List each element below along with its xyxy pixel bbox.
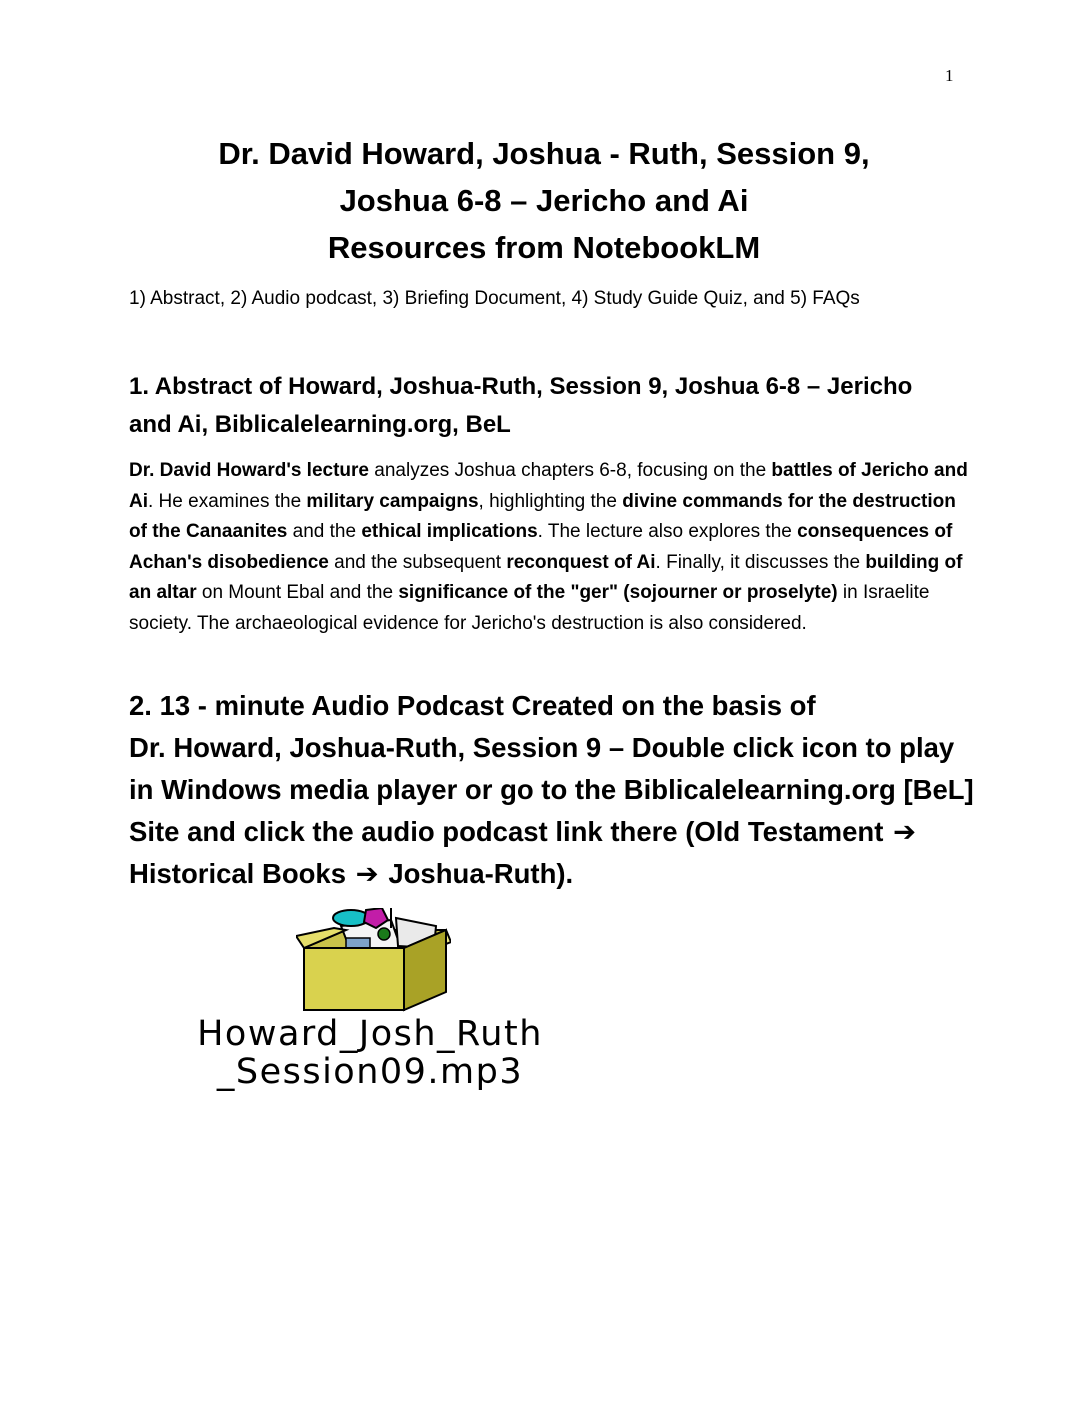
- attachment-filename[interactable]: [100, 1015, 640, 1091]
- abstract-bold: Dr. David Howard's lecture: [129, 460, 369, 481]
- abstract-bold: ethical implications: [361, 521, 538, 542]
- abstract-bold: reconquest of Ai: [506, 551, 656, 573]
- title-line-3: Resources from NotebookLM: [327, 230, 761, 265]
- abstract-bold: battles of Jericho and Ai: [129, 460, 968, 512]
- section-2-joshua-ruth: Joshua-Ruth).: [388, 858, 574, 889]
- right-arrow-icon: ➔: [355, 858, 379, 889]
- abstract-text: . Finally, it discusses the: [655, 551, 866, 573]
- abstract-text: on Mount Ebal and the: [196, 582, 399, 603]
- contents-list: 1) Abstract, 2) Audio podcast, 3) Briefing Document, 4) Study Guide Quiz, and 5) FAQs: [129, 288, 860, 309]
- abstract-bold: significance of the "ger" (sojourner or proselyte): [398, 582, 838, 603]
- title-line-2: Joshua 6-8 – Jericho and Ai: [339, 183, 749, 218]
- filename-line-1: Howard_Josh_Ruth: [197, 1014, 543, 1054]
- page-number: 1: [945, 66, 954, 85]
- title-line-1: Dr. David Howard, Joshua - Ruth, Session 9,: [218, 136, 870, 171]
- section-2-heading: [129, 685, 979, 895]
- abstract-text: in Israelite society. The archaeological evidence for Jericho's destruction is also considered.: [129, 582, 930, 634]
- section-2-line-1: 2. 13 - minute Audio Podcast Created on the basis of: [129, 690, 816, 721]
- package-file-icon-graphic: [296, 908, 451, 1013]
- abstract-bold: divine commands for the destruction of the Canaanites: [129, 490, 956, 542]
- section-2-historical-books: Historical Books: [129, 858, 347, 889]
- abstract-bold: military campaigns: [306, 490, 479, 512]
- abstract-bold: consequences of Achan's disobedience: [129, 521, 953, 573]
- abstract-text: , highlighting the: [478, 490, 623, 512]
- page-title: [0, 130, 1088, 271]
- abstract-text: and the subsequent: [328, 551, 507, 573]
- filename-line-2: _Session09.mp3: [216, 1052, 524, 1092]
- abstract-bold: building of an altar: [129, 551, 963, 603]
- section-2-body: Dr. Howard, Joshua-Ruth, Session 9 – Double click icon to play in Windows media player or go to the Biblicalelearning.org [BeL] Site and click the audio podcast link there (Old Testament: [129, 732, 974, 847]
- abstract-text: analyzes Joshua chapters 6-8, focusing on the: [369, 460, 772, 481]
- right-arrow-icon: ➔: [893, 816, 917, 847]
- abstract-text: and the: [287, 521, 362, 542]
- package-file-icon[interactable]: [296, 908, 451, 1013]
- abstract-text: . The lecture also explores the: [537, 521, 798, 542]
- abstract-text: . He examines the: [148, 490, 307, 512]
- section-1-heading: 1. Abstract of Howard, Joshua-Ruth, Session 9, Joshua 6-8 – Jericho and Ai, Biblicalelearning.org, BeL: [129, 373, 913, 438]
- abstract-paragraph: [129, 456, 971, 639]
